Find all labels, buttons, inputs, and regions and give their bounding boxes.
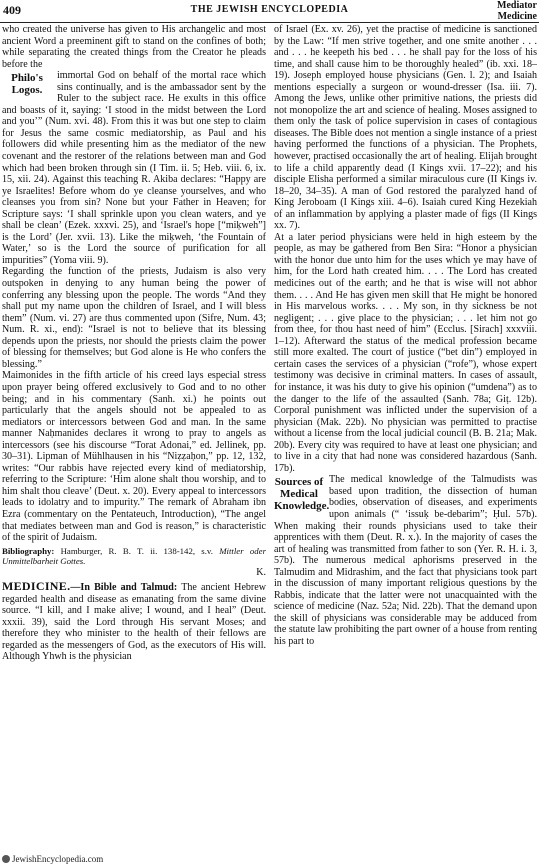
article-title-main: MEDICINE.: [2, 579, 71, 594]
paragraph-text: The ancient Hebrew regarded health and disease as emanating from the same divine source. “I kill, and I make alive; I wound, and I heal” (Deut. xxxii. 39), said the Lord through His servant Moses; and therefore they who minister to the health of their fellows are regarded as the messengers of God, as the executors of His will. Although Yhwh is the physician: [2, 582, 266, 663]
paragraph: who created the universe has given to His archangelic and most ancient Word a preeminent gift to stand on the confines of both; while separating the created things from the Creator he pleads before the: [2, 24, 266, 70]
side-heading: Sources of Medical Knowledge.: [274, 476, 330, 513]
paragraph: Regarding the function of the priests, Judaism is also very outspoken in denying to any human being the power of conferring any blessing upon the people. The words “And they shall put my name upon the children of Israel, and I will bless them” (Num. vi. 27) are thus commented upon (Sifre, Num. 43; Num. R. xi., end): “Israel is not to believe that its blessing depends upon the priests, nor should the priests claim the power of blessing for themselves; but God alone is He who confers the blessing.”: [2, 266, 266, 370]
author-signature: K.: [256, 566, 266, 578]
corner-guide-word-last: Medicine: [497, 11, 537, 22]
footer-text: JewishEncyclopedia.com: [12, 854, 104, 864]
article-title-subtitle: —In Bible and Talmud:: [70, 582, 178, 594]
running-head: THE JEWISH ENCYCLOPEDIA: [190, 4, 349, 15]
left-column: [2, 24, 266, 848]
globe-icon: [2, 855, 10, 863]
paragraph-text: The medical knowledge of the Talmudists was based upon tradition, the dissection of human bodies, observation of diseases, and experiments upon animals (“ ‘issuḳ be-debarim”; Ḥul. 57b). When making their rounds physicians used to take their apprentices with them (Deut. R. x.). In the majority of cases the art of healing was transmitted from father to son (Yer. R. H. i. 3, 57b). The numerous medical aphorisms preserved in the Talmudim and Midrashim, and the fact that physicians took part in the discussion of many important religious questions by the Rabbis, indicate that the latter were not unacquainted with the science of medicine (Naz. 52a; Nid. 22b). That the demand upon the skill of physicians was considerable may be adduced from the statute law prohibiting the part owner of a house from renting his part to: [274, 474, 537, 647]
bibliography-label: Bibliography:: [2, 545, 55, 556]
article-start: [2, 581, 266, 663]
paragraph: of Israel (Ex. xv. 26), yet the practise of medicine is sanctioned by the Law: “If men strive together, and one smite another . . . and . . . he keepeth his bed . . . he shall pay for the loss of his time, and shall cause him to be thoroughly healed” (ib. xxi. 18–19). Joseph employed house physicians (Gen. l. 2); and Isaiah mentions especially a surgeon or wound-dresser (Isa. iii. 7). Among the Jews, unlike other primitive nations, the priests did not monopolize the art and science of healing. Moses assigned to them only the task of police supervision in cases of contagious diseases. The Bible does not mention a single instance of a priest having performed the functions of a physician. The Prophets, however, practised occasionally the art of healing. Elijah brought to life a child apparently dead (I Kings xvii. 17–22); and his disciple Elisha performed a similar miraculous cure (II Kings iv. 18–20, 34–35). A man of God restored the paralyzed hand of King Jeroboam (I Kings xiii. 4–6). Isaiah cured King Hezekiah of an inflammation by applying a plaster made of figs (II Kings xx. 7).: [274, 24, 537, 232]
corner-guide-words: [497, 0, 537, 22]
right-column: [274, 24, 537, 848]
page-number: 409: [3, 3, 21, 17]
bibliography-text: Hamburger, R. B. T. ii. 138-142, s.v.: [60, 545, 213, 556]
paragraph: [2, 70, 266, 266]
article-title: [2, 579, 178, 594]
bibliography: [2, 546, 266, 566]
corner-guide-word-first: Mediator: [497, 0, 537, 11]
paragraph: Maimonides in the fifth article of his creed lays especial stress upon prayer being offered exclusively to God and to no other being; and in his commentary (Sanh. xi.) he points out particularly that the angels should not be appealed to as mediators or intercessors between God and man. In the same manner Naḥmanides declares it wrong to pray to angels as intercessors (see his discourse “Torat Adonai,” ed. Jellinek, pp. 30–31). Lipman of Mühlhausen in his “Niẓẓaḥon,” pp. 12, 132, writes: “Our rabbis have rejected every kind of mediatorship, referring to the Scripture: ‘Him alone shalt thou worship, and to him shalt thou cleave’ (Deut. x. 20). Every appeal to intercessors leads to idolatry and to impurity.” The remark of Abraham ibn Ezra (commentary on the Pentateuch, Introduction), “The angel that mediates between man and God is reason,” is characteristic of the spirit of Judaism.: [2, 370, 266, 544]
page-header: [0, 0, 539, 23]
paragraph: At a later period physicians were held in high esteem by the people, as may be gathered from Ben Sira: “Honor a physician with the honor due unto him for the uses which ye may have of him, for the Lord hath created him. . . . The Lord has created medicines out of the earth; and he that is wise will not abhor them. . . . And He has given men skill that He might be honored in His marvelous works. . . . My son, in thy sickness be not negligent; . . . give place to the physician; . . . let him not go from thee, for thou hast need of him” (Ecclus. [Sirach] xxxviii. 1–12). Afterward the status of the medical profession became still more exalted. The court of justice (“bet din”) employed in certain cases the services of a physician (“rofe”), whose expert testimony was decisive in criminal matters. In cases of assault, for instance, it was his duty to give his opinion (“umdena”) as to the danger to the life of the assaulted (Sanh. 78a; Giṭ. 12b). Corporal punishment was inflicted under the supervision of a physician (Mak. 22b). No physician was permitted to practise without a license from the local judicial council (B. B. 21a; Mak. 20b). Every city was required to have at least one physician; and to live in a city that had none was considered hazardous (Sanh. 17b).: [274, 231, 537, 474]
footer-watermark: [2, 854, 103, 864]
bibliography-italic: Mittler oder Unmittelbarheit Gottes.: [2, 545, 266, 566]
side-heading: Philo's Logos.: [11, 72, 43, 97]
paragraph-text: immortal God on behalf of the mortal race which sins continually, and is the ambassador sent by the Ruler to the subject race. He exults in this office and boasts of it, saying: ‘I stood in the midst between the Lord and you’” (Num. xvi. 48). From this it was but one step to claim for Jesus the same cosmic mediatorship, as Paul and his followers did while presenting him as the mediator of the new covenant and the restorer of the relations between man and God which had been broken through sin (I Tim. ii. 5; Heb. viii. 6, ix. 15, xii. 24). Against this teaching R. Akiba declares: “Happy are ye Israelites! Before whom do ye cleanse yourselves, and who cleanses you from sin? None but your Father in Heaven; for Scripture says: ‘I shall sprinkle upon you clean waters, and ye shall be clean’ (Ezek. xxxvi. 25), and ‘Israel's hope [“miḳweh”] is the Lord’ (Jer. xvii. 13). Like the miḳweh, ‘the Fountain of Water,’ so is the Lord the source of purification for all impurities” (Yoma viii. 9).: [2, 70, 266, 266]
paragraph: [274, 474, 537, 647]
